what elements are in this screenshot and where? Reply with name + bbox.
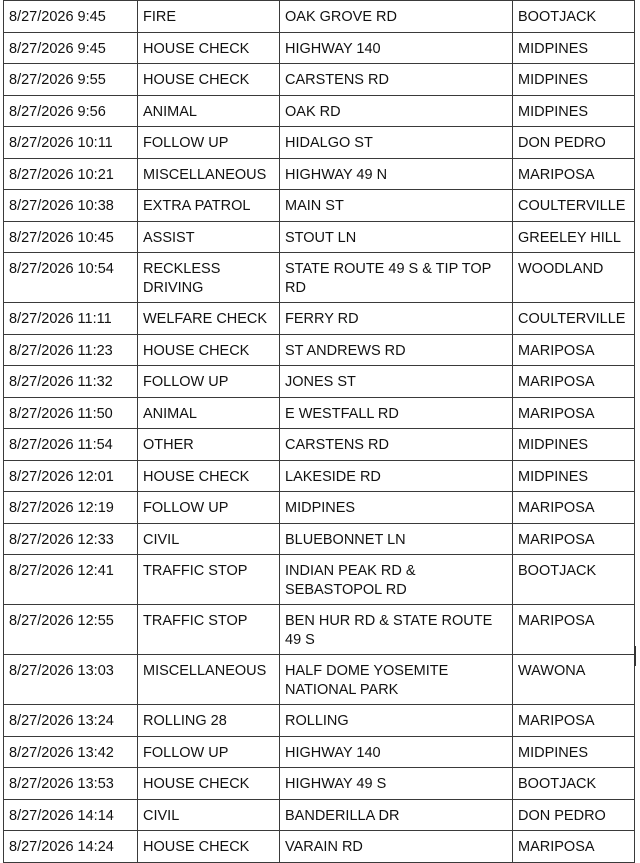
datetime-cell: 8/27/2026 10:11 [4,127,138,159]
incident-type-cell: HOUSE CHECK [138,768,280,800]
area-cell: DON PEDRO [513,799,635,831]
table-row [4,32,635,64]
area-cell: WAWONA [513,655,635,705]
incident-type-cell: ANIMAL [138,397,280,429]
incident-type-cell: FOLLOW UP [138,366,280,398]
datetime-cell: 8/27/2026 11:54 [4,429,138,461]
incident-type-cell: FOLLOW UP [138,492,280,524]
datetime-cell: 8/27/2026 10:21 [4,158,138,190]
table-row [4,190,635,222]
area-cell: MIDPINES [513,460,635,492]
area-cell: COULTERVILLE [513,190,635,222]
incident-type-cell: WELFARE CHECK [138,303,280,335]
datetime-cell: 8/27/2026 13:03 [4,655,138,705]
location-cell: MAIN ST [280,190,513,222]
location-cell: JONES ST [280,366,513,398]
incident-log-table [3,0,635,863]
location-cell: OAK GROVE RD [280,1,513,33]
table-row [4,127,635,159]
location-cell: BLUEBONNET LN [280,523,513,555]
datetime-cell: 8/27/2026 10:38 [4,190,138,222]
datetime-cell: 8/27/2026 14:24 [4,831,138,863]
datetime-cell: 8/27/2026 9:45 [4,1,138,33]
datetime-cell: 8/27/2026 11:32 [4,366,138,398]
area-cell: MIDPINES [513,64,635,96]
table-row [4,397,635,429]
incident-type-cell: ANIMAL [138,95,280,127]
incident-type-cell: MISCELLANEOUS [138,655,280,705]
datetime-cell: 8/27/2026 12:19 [4,492,138,524]
area-cell: GREELEY HILL [513,221,635,253]
table-row [4,429,635,461]
area-cell: MARIPOSA [513,397,635,429]
incident-type-cell: TRAFFIC STOP [138,605,280,655]
area-cell: MARIPOSA [513,605,635,655]
scroll-indicator [634,646,636,666]
location-cell: STATE ROUTE 49 S & TIP TOP RD [280,253,513,303]
datetime-cell: 8/27/2026 12:55 [4,605,138,655]
location-cell: HIGHWAY 140 [280,736,513,768]
area-cell: MARIPOSA [513,334,635,366]
table-row [4,1,635,33]
location-cell: INDIAN PEAK RD & SEBASTOPOL RD [280,555,513,605]
table-row [4,158,635,190]
datetime-cell: 8/27/2026 9:55 [4,64,138,96]
datetime-cell: 8/27/2026 10:54 [4,253,138,303]
area-cell: WOODLAND [513,253,635,303]
location-cell: MIDPINES [280,492,513,524]
table-row [4,831,635,863]
table-row [4,492,635,524]
incident-log-body [4,1,635,863]
table-row [4,221,635,253]
table-row [4,799,635,831]
location-cell: VARAIN RD [280,831,513,863]
incident-type-cell: ROLLING 28 [138,705,280,737]
datetime-cell: 8/27/2026 13:42 [4,736,138,768]
incident-type-cell: RECKLESS DRIVING [138,253,280,303]
incident-type-cell: EXTRA PATROL [138,190,280,222]
table-row [4,303,635,335]
table-row [4,555,635,605]
area-cell: MIDPINES [513,736,635,768]
location-cell: HALF DOME YOSEMITE NATIONAL PARK [280,655,513,705]
incident-type-cell: ASSIST [138,221,280,253]
area-cell: MIDPINES [513,95,635,127]
location-cell: OAK RD [280,95,513,127]
area-cell: MARIPOSA [513,831,635,863]
datetime-cell: 8/27/2026 9:56 [4,95,138,127]
table-row [4,605,635,655]
incident-type-cell: FOLLOW UP [138,736,280,768]
location-cell: HIGHWAY 49 S [280,768,513,800]
area-cell: BOOTJACK [513,1,635,33]
datetime-cell: 8/27/2026 12:33 [4,523,138,555]
table-row [4,334,635,366]
datetime-cell: 8/27/2026 14:14 [4,799,138,831]
area-cell: MIDPINES [513,429,635,461]
incident-type-cell: HOUSE CHECK [138,334,280,366]
location-cell: CARSTENS RD [280,429,513,461]
area-cell: DON PEDRO [513,127,635,159]
incident-type-cell: HOUSE CHECK [138,460,280,492]
datetime-cell: 8/27/2026 11:50 [4,397,138,429]
datetime-cell: 8/27/2026 12:41 [4,555,138,605]
area-cell: MARIPOSA [513,492,635,524]
datetime-cell: 8/27/2026 10:45 [4,221,138,253]
table-row [4,705,635,737]
location-cell: ROLLING [280,705,513,737]
area-cell: MIDPINES [513,32,635,64]
incident-type-cell: HOUSE CHECK [138,64,280,96]
location-cell: FERRY RD [280,303,513,335]
incident-type-cell: FOLLOW UP [138,127,280,159]
incident-type-cell: OTHER [138,429,280,461]
table-row [4,655,635,705]
datetime-cell: 8/27/2026 9:45 [4,32,138,64]
location-cell: STOUT LN [280,221,513,253]
datetime-cell: 8/27/2026 11:23 [4,334,138,366]
incident-type-cell: CIVIL [138,799,280,831]
location-cell: HIDALGO ST [280,127,513,159]
location-cell: ST ANDREWS RD [280,334,513,366]
incident-type-cell: MISCELLANEOUS [138,158,280,190]
datetime-cell: 8/27/2026 11:11 [4,303,138,335]
incident-type-cell: CIVIL [138,523,280,555]
table-row [4,736,635,768]
datetime-cell: 8/27/2026 13:53 [4,768,138,800]
area-cell: MARIPOSA [513,366,635,398]
incident-type-cell: FIRE [138,1,280,33]
table-row [4,523,635,555]
table-row [4,64,635,96]
area-cell: MARIPOSA [513,523,635,555]
area-cell: BOOTJACK [513,768,635,800]
location-cell: CARSTENS RD [280,64,513,96]
area-cell: MARIPOSA [513,705,635,737]
table-row [4,95,635,127]
incident-type-cell: HOUSE CHECK [138,831,280,863]
area-cell: BOOTJACK [513,555,635,605]
location-cell: BANDERILLA DR [280,799,513,831]
location-cell: BEN HUR RD & STATE ROUTE 49 S [280,605,513,655]
incident-type-cell: HOUSE CHECK [138,32,280,64]
datetime-cell: 8/27/2026 12:01 [4,460,138,492]
location-cell: E WESTFALL RD [280,397,513,429]
location-cell: HIGHWAY 140 [280,32,513,64]
datetime-cell: 8/27/2026 13:24 [4,705,138,737]
area-cell: MARIPOSA [513,158,635,190]
table-row [4,253,635,303]
table-row [4,366,635,398]
table-row [4,460,635,492]
table-row [4,768,635,800]
incident-type-cell: TRAFFIC STOP [138,555,280,605]
location-cell: HIGHWAY 49 N [280,158,513,190]
area-cell: COULTERVILLE [513,303,635,335]
location-cell: LAKESIDE RD [280,460,513,492]
